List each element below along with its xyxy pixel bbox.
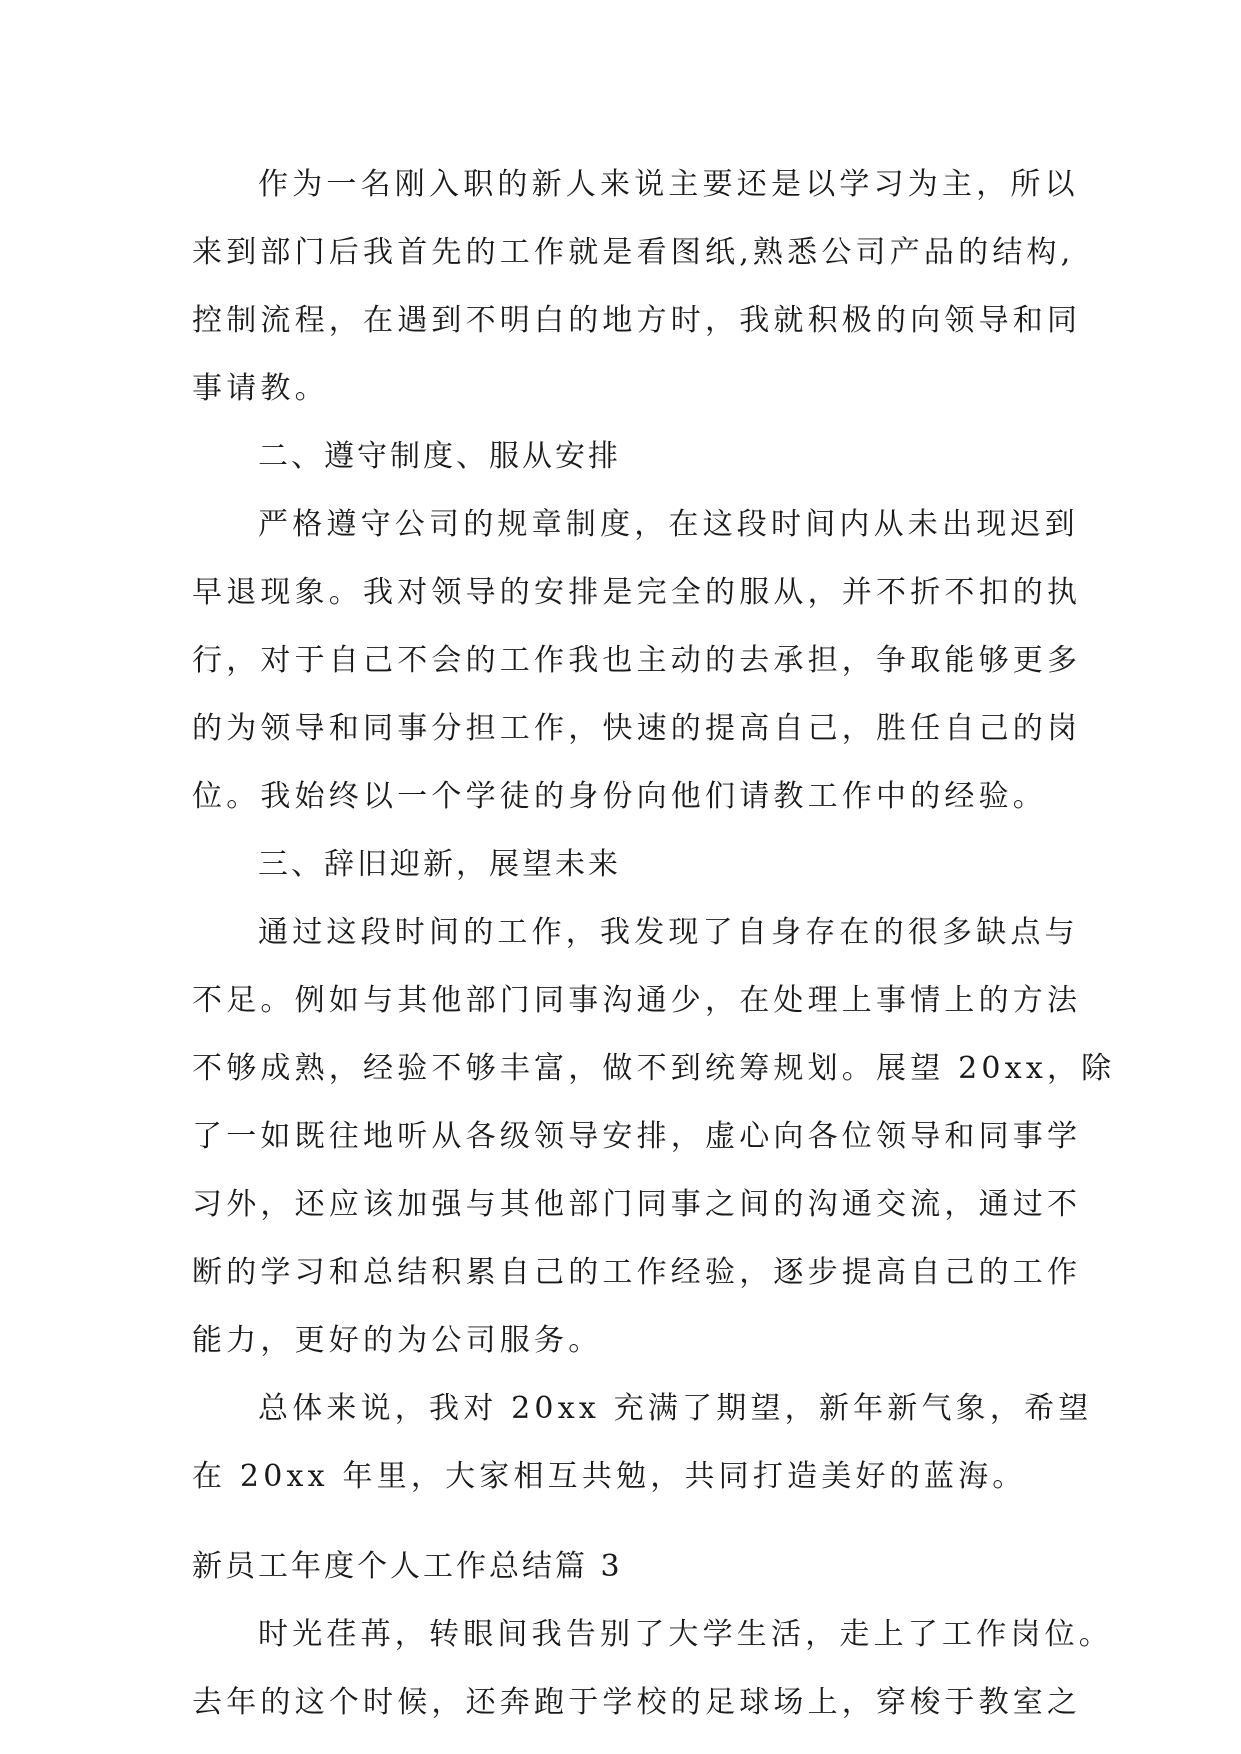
- paragraph-line: 行，对于自己不会的工作我也主动的去承担，争取能够更多: [192, 643, 1082, 678]
- paragraph-line: 位。我始终以一个学徒的身份向他们请教工作中的经验。: [192, 779, 1047, 814]
- paragraph-line: 不够成熟，经验不够丰富，做不到统筹规划。展望 20xx，除: [192, 1051, 1116, 1086]
- paragraph-line: 去年的这个时候，还奔跑于学校的足球场上，穿梭于教室之: [192, 1685, 1082, 1720]
- paragraph-line: 来到部门后我首先的工作就是看图纸,熟悉公司产品的结构,: [192, 235, 1075, 270]
- article-title: 新员工年度个人工作总结篇 3: [192, 1549, 623, 1584]
- paragraph-line: 早退现象。我对领导的安排是完全的服从，并不折不扣的执: [192, 575, 1082, 610]
- paragraph-line: 了一如既往地听从各级领导安排，虚心向各位领导和同事学: [192, 1119, 1082, 1154]
- paragraph-line: 断的学习和总结积累自己的工作经验，逐步提高自己的工作: [192, 1255, 1082, 1290]
- paragraph-line: 严格遵守公司的规章制度，在这段时间内从未出现迟到: [258, 507, 1079, 542]
- paragraph-line: 不足。例如与其他部门同事沟通少，在处理上事情上的方法: [192, 983, 1082, 1018]
- paragraph-line: 总体来说，我对 20xx 充满了期望，新年新气象，希望: [258, 1391, 1093, 1426]
- paragraph-line: 能力，更好的为公司服务。: [192, 1323, 603, 1358]
- paragraph-line: 在 20xx 年里，大家相互共勉，共同打造美好的蓝海。: [192, 1459, 1027, 1494]
- paragraph-line: 习外，还应该加强与其他部门同事之间的沟通交流，通过不: [192, 1187, 1082, 1222]
- section-heading-2: 二、遵守制度、服从安排: [258, 439, 621, 474]
- paragraph-line: 作为一名刚入职的新人来说主要还是以学习为主，所以: [258, 167, 1079, 202]
- paragraph-line: 的为领导和同事分担工作，快速的提高自己，胜任自己的岗: [192, 711, 1082, 746]
- paragraph-line: 通过这段时间的工作，我发现了自身存在的很多缺点与: [258, 915, 1079, 950]
- section-heading-3: 三、辞旧迎新，展望未来: [258, 847, 621, 882]
- paragraph-line: 事请教。: [192, 371, 329, 406]
- paragraph-line: 控制流程，在遇到不明白的地方时，我就积极的向领导和同: [192, 303, 1082, 338]
- paragraph-line: 时光荏苒，转眼间我告别了大学生活，走上了工作岗位。: [258, 1617, 1113, 1652]
